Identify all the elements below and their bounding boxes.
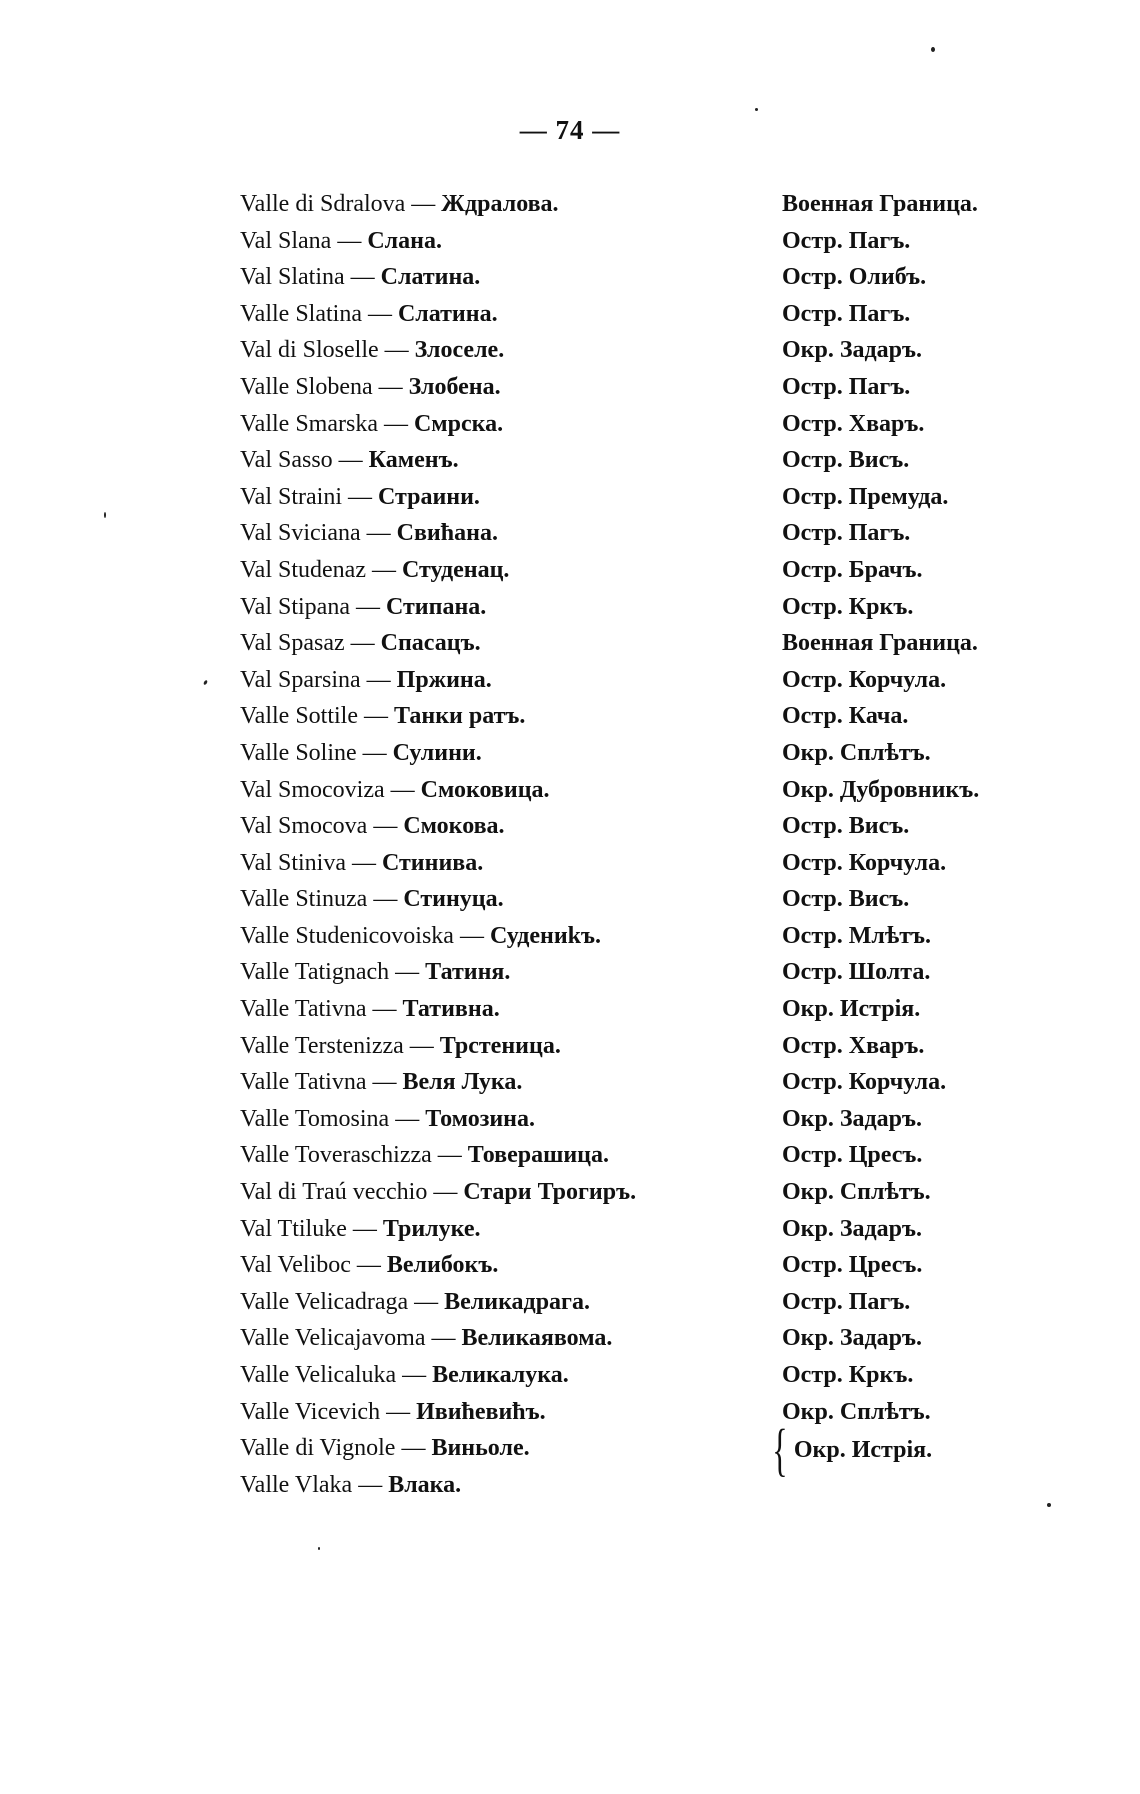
latin-name: Valle Vicevich <box>240 1398 381 1425</box>
dash-separator: — <box>372 996 397 1023</box>
region-name: Остр. Хваръ. <box>782 1032 925 1059</box>
dash-separator: — <box>384 337 409 364</box>
cyrillic-name: Смоковица. <box>420 776 550 803</box>
region-name: Остр. Млѣтъ. <box>782 922 932 949</box>
region-name: Остр. Висъ. <box>782 886 910 913</box>
latin-name: Valle Terstenizza <box>240 1032 404 1059</box>
cyrillic-name: Товерашица. <box>467 1142 609 1169</box>
latin-name: Valle di Vignole <box>240 1435 396 1462</box>
latin-name: Val Sparsina <box>240 666 361 693</box>
cyrillic-name: Стинуца. <box>403 886 504 913</box>
dash-separator: — <box>437 1142 462 1169</box>
dash-separator: — <box>395 1105 420 1132</box>
region-name: Остр. Кркъ. <box>782 593 914 620</box>
entry-names <box>240 954 510 991</box>
cyrillic-name: Смрска. <box>413 410 504 437</box>
dash-separator: — <box>373 813 398 840</box>
cyrillic-name: Каменъ. <box>368 447 459 474</box>
entry-names <box>240 1320 612 1357</box>
dash-separator: — <box>395 959 420 986</box>
dash-separator: — <box>366 666 391 693</box>
cyrillic-name: Слана. <box>367 227 442 254</box>
cyrillic-name: Виньоле. <box>431 1435 530 1462</box>
dash-separator: — <box>355 593 380 620</box>
entry-names <box>240 1357 569 1394</box>
dash-separator: — <box>401 1435 426 1462</box>
entry-row <box>0 1174 1140 1211</box>
region-name: Окр. Задаръ. <box>782 1105 922 1132</box>
entry-row <box>0 1394 1140 1431</box>
entry-row <box>0 1101 1140 1138</box>
region-name: Окр. Сплѣтъ. <box>782 739 931 766</box>
entry-row <box>0 698 1140 735</box>
cyrillic-name: Злобена. <box>408 373 501 400</box>
dash-separator: — <box>367 300 392 327</box>
entry-row <box>0 991 1140 1028</box>
latin-name: Val Spasaz <box>240 630 345 657</box>
entry-row <box>0 1284 1140 1321</box>
entry-names <box>240 1174 636 1211</box>
dash-separator: — <box>402 1362 427 1388</box>
region-name: Остр. Висъ. <box>782 447 910 474</box>
latin-name: Valle Soline <box>240 739 357 766</box>
cyrillic-name: Велибокъ. <box>386 1252 499 1279</box>
dash-separator: — <box>373 886 398 913</box>
latin-name: Val Slana <box>240 227 332 254</box>
region-name: Остр. Кркъ. <box>782 1362 914 1388</box>
cyrillic-name: Влака. <box>388 1471 462 1498</box>
dash-separator: — <box>363 703 388 730</box>
latin-name: Valle Vlaka <box>240 1471 353 1498</box>
entry-names <box>240 1430 530 1467</box>
region-name: Остр. Шолта. <box>782 959 931 986</box>
entry-row <box>0 296 1140 333</box>
cyrillic-name: Спасацъ. <box>380 630 481 657</box>
entry-names <box>240 1467 461 1504</box>
region-name: Остр. Кача. <box>782 703 909 730</box>
entry-names <box>240 1211 481 1248</box>
region-name: Остр. Пагъ. <box>782 1288 911 1315</box>
latin-name: Val Ttiluke <box>240 1215 347 1242</box>
entry-row <box>0 1247 1140 1284</box>
entry-row <box>0 1357 1140 1394</box>
entry-row <box>0 662 1140 699</box>
entry-row <box>0 589 1140 626</box>
entry-row <box>0 735 1140 772</box>
cyrillic-name: Злоселе. <box>414 337 505 364</box>
entry-row <box>0 259 1140 296</box>
entry-names <box>240 479 480 516</box>
entry-row <box>0 1320 1140 1357</box>
region-name: Остр. Корчула. <box>782 1069 947 1096</box>
dash-separator: — <box>356 1252 381 1279</box>
dash-separator: — <box>378 373 403 400</box>
print-speck <box>755 108 758 111</box>
region-name: Окр. Задаръ. <box>782 1215 922 1242</box>
entry-row <box>0 1430 1140 1467</box>
latin-name: Valle Toveraschizza <box>240 1142 432 1169</box>
latin-name: Val di Traú vecchio <box>240 1179 428 1206</box>
entry-row <box>0 1211 1140 1248</box>
entry-row <box>0 442 1140 479</box>
cyrillic-name: Ивиħевиħъ. <box>416 1398 546 1425</box>
dash-separator: — <box>338 447 363 474</box>
cyrillic-name: Великадрага. <box>444 1288 590 1315</box>
region-name: Окр. Сплѣтъ. <box>782 1398 931 1425</box>
latin-name: Val Smocova <box>240 813 368 840</box>
dash-separator: — <box>411 191 436 217</box>
cyrillic-name: Стипана. <box>385 593 487 620</box>
cyrillic-name: Трстеница. <box>439 1032 561 1059</box>
dash-separator: — <box>383 410 408 437</box>
region-name: Остр. Олибъ. <box>782 264 927 291</box>
entry-names <box>240 918 601 955</box>
region-name: Окр. Задаръ. <box>782 1325 922 1352</box>
latin-name: Val Stiniva <box>240 849 346 876</box>
dash-separator: — <box>352 849 376 876</box>
latin-name: Val di Sloselle <box>240 337 379 364</box>
cyrillic-name: Слатина. <box>397 300 498 327</box>
print-speck <box>1047 1503 1051 1507</box>
entry-names <box>240 698 525 735</box>
entry-row <box>0 332 1140 369</box>
cyrillic-name: Свиħана. <box>396 520 498 547</box>
region-name: Остр. Пагъ. <box>782 520 911 547</box>
region-name: Окр. Сплѣтъ. <box>782 1179 931 1206</box>
entry-row <box>0 808 1140 845</box>
page-number: — 74 — <box>519 115 621 145</box>
entry-names <box>240 808 505 845</box>
entry-names <box>240 186 559 223</box>
entry-names <box>240 515 498 552</box>
entry-names <box>240 1247 498 1284</box>
gazetteer-list <box>0 186 1140 1503</box>
entry-names <box>240 1394 546 1431</box>
entry-names <box>240 1284 590 1321</box>
dash-separator: — <box>350 630 375 657</box>
region-name: Остр. Пагъ. <box>782 373 911 400</box>
entry-names <box>240 332 504 369</box>
cyrillic-name: Сулини. <box>392 739 482 766</box>
entry-row <box>0 1028 1140 1065</box>
entry-row <box>0 369 1140 406</box>
cyrillic-name: Тативна. <box>402 996 500 1023</box>
latin-name: Val Sviciana <box>240 520 361 547</box>
cyrillic-name: Стари Трогиръ. <box>463 1179 637 1206</box>
dash-separator: — <box>386 1398 411 1425</box>
shared-region-label: Окр. Истрія. <box>793 1436 933 1463</box>
region-name: Остр. Цресъ. <box>782 1252 923 1279</box>
latin-name: Valle Tomosina <box>240 1105 390 1132</box>
cyrillic-name: Трилуке. <box>382 1215 481 1242</box>
latin-name: Valle Velicadraga <box>240 1288 409 1315</box>
dash-separator: — <box>348 483 372 510</box>
region-name: Остр. Корчула. <box>782 849 947 876</box>
entry-names <box>240 552 509 589</box>
latin-name: Valle Stinuza <box>240 886 368 913</box>
cyrillic-name: Стинива. <box>382 849 484 876</box>
entry-names <box>240 1028 561 1065</box>
entry-names <box>240 1137 609 1174</box>
entry-names <box>240 589 486 626</box>
latin-name: Valle Slatina <box>240 300 362 327</box>
latin-name: Val Studenaz <box>240 556 366 583</box>
entry-row <box>0 515 1140 552</box>
dash-separator: — <box>371 556 396 583</box>
entry-row <box>0 1467 1140 1504</box>
entry-names <box>240 296 498 333</box>
region-name: Военная Граница. <box>782 630 978 657</box>
entry-row <box>0 625 1140 662</box>
entry-names <box>240 991 500 1028</box>
entry-row <box>0 954 1140 991</box>
entry-row <box>0 881 1140 918</box>
latin-name: Valle Tativna <box>240 1069 367 1096</box>
latin-name: Val Veliboc <box>240 1252 351 1279</box>
latin-name: Val Straini <box>240 483 342 510</box>
entry-names <box>240 735 482 772</box>
latin-name: Valle Sottile <box>240 703 358 730</box>
cyrillic-name: Студенац. <box>401 556 510 583</box>
dash-separator: — <box>366 520 391 547</box>
entry-names <box>240 881 504 918</box>
print-speck <box>104 512 106 518</box>
cyrillic-name: Ждралова. <box>441 191 559 217</box>
dash-separator: — <box>431 1325 456 1352</box>
dash-separator: — <box>459 922 484 949</box>
entry-row <box>0 845 1140 882</box>
region-name: Окр. Истрія. <box>782 996 921 1023</box>
entry-names <box>240 772 550 809</box>
entry-names <box>240 223 442 260</box>
entry-row <box>0 406 1140 443</box>
dash-separator: — <box>352 1215 377 1242</box>
region-name: Остр. Корчула. <box>782 666 947 693</box>
latin-name: Valle Slobena <box>240 373 373 400</box>
entry-names <box>240 442 459 479</box>
dash-separator: — <box>409 1032 434 1059</box>
latin-name: Valle Tatignach <box>240 959 390 986</box>
region-name: Остр. Премуда. <box>782 483 949 510</box>
cyrillic-name: Великалука. <box>432 1362 569 1388</box>
latin-name: Valle Smarska <box>240 410 378 437</box>
latin-name: Val Sasso <box>240 447 333 474</box>
region-name: Остр. Брачъ. <box>782 556 923 583</box>
cyrillic-name: Великаявома. <box>461 1325 613 1352</box>
region-name: Остр. Хваръ. <box>782 410 925 437</box>
entry-names <box>240 1064 522 1101</box>
latin-name: Val Stipana <box>240 593 350 620</box>
entry-names <box>240 1101 535 1138</box>
dash-separator: — <box>362 739 387 766</box>
cyrillic-name: Веля Лука. <box>402 1069 523 1096</box>
dash-separator: — <box>337 227 362 254</box>
cyrillic-name: Смокова. <box>403 813 505 840</box>
entry-names <box>240 259 480 296</box>
print-speck <box>931 47 935 52</box>
cyrillic-name: Танки ратъ. <box>393 703 526 730</box>
region-name: Остр. Цресъ. <box>782 1142 923 1169</box>
cyrillic-name: Слатина. <box>380 264 481 291</box>
dash-separator: — <box>372 1069 397 1096</box>
latin-name: Val Slatina <box>240 264 345 291</box>
dash-separator: — <box>414 1288 439 1315</box>
entry-row <box>0 1137 1140 1174</box>
entry-row <box>0 772 1140 809</box>
latin-name: Valle Velicaluka <box>240 1362 397 1388</box>
entry-names <box>240 406 503 443</box>
dash-separator: — <box>390 776 415 803</box>
entry-names <box>240 662 492 699</box>
entry-row <box>0 223 1140 260</box>
latin-name: Valle di Sdralova <box>240 191 406 217</box>
region-name: Военная Граница. <box>782 191 978 217</box>
entry-names <box>240 625 481 662</box>
cyrillic-name: Татиня. <box>425 959 511 986</box>
entry-row <box>0 552 1140 589</box>
entry-row <box>0 918 1140 955</box>
cyrillic-name: Томозина. <box>425 1105 536 1132</box>
entry-row <box>0 479 1140 516</box>
entry-row <box>0 1064 1140 1101</box>
shared-region-group <box>766 1410 932 1490</box>
latin-name: Valle Tativna <box>240 996 367 1023</box>
latin-name: Valle Velicajavoma <box>240 1325 426 1352</box>
cyrillic-name: Страини. <box>378 483 480 510</box>
dash-separator: — <box>358 1471 383 1498</box>
dash-separator: — <box>433 1179 458 1206</box>
entry-names <box>240 845 483 882</box>
dash-separator: — <box>350 264 375 291</box>
cyrillic-name: Судениkъ. <box>489 922 601 949</box>
latin-name: Valle Studenicovoiska <box>240 922 454 949</box>
brace-glyph: { <box>772 1417 788 1482</box>
region-name: Остр. Пагъ. <box>782 300 911 327</box>
cyrillic-name: Пржина. <box>396 666 492 693</box>
entry-names <box>240 369 501 406</box>
region-name: Окр. Дубровникъ. <box>782 776 980 803</box>
region-name: Окр. Задаръ. <box>782 337 922 364</box>
region-name: Остр. Висъ. <box>782 813 910 840</box>
region-name: Остр. Пагъ. <box>782 227 911 254</box>
latin-name: Val Smocoviza <box>240 776 385 803</box>
print-speck <box>318 1547 320 1550</box>
entry-row <box>0 186 1140 223</box>
